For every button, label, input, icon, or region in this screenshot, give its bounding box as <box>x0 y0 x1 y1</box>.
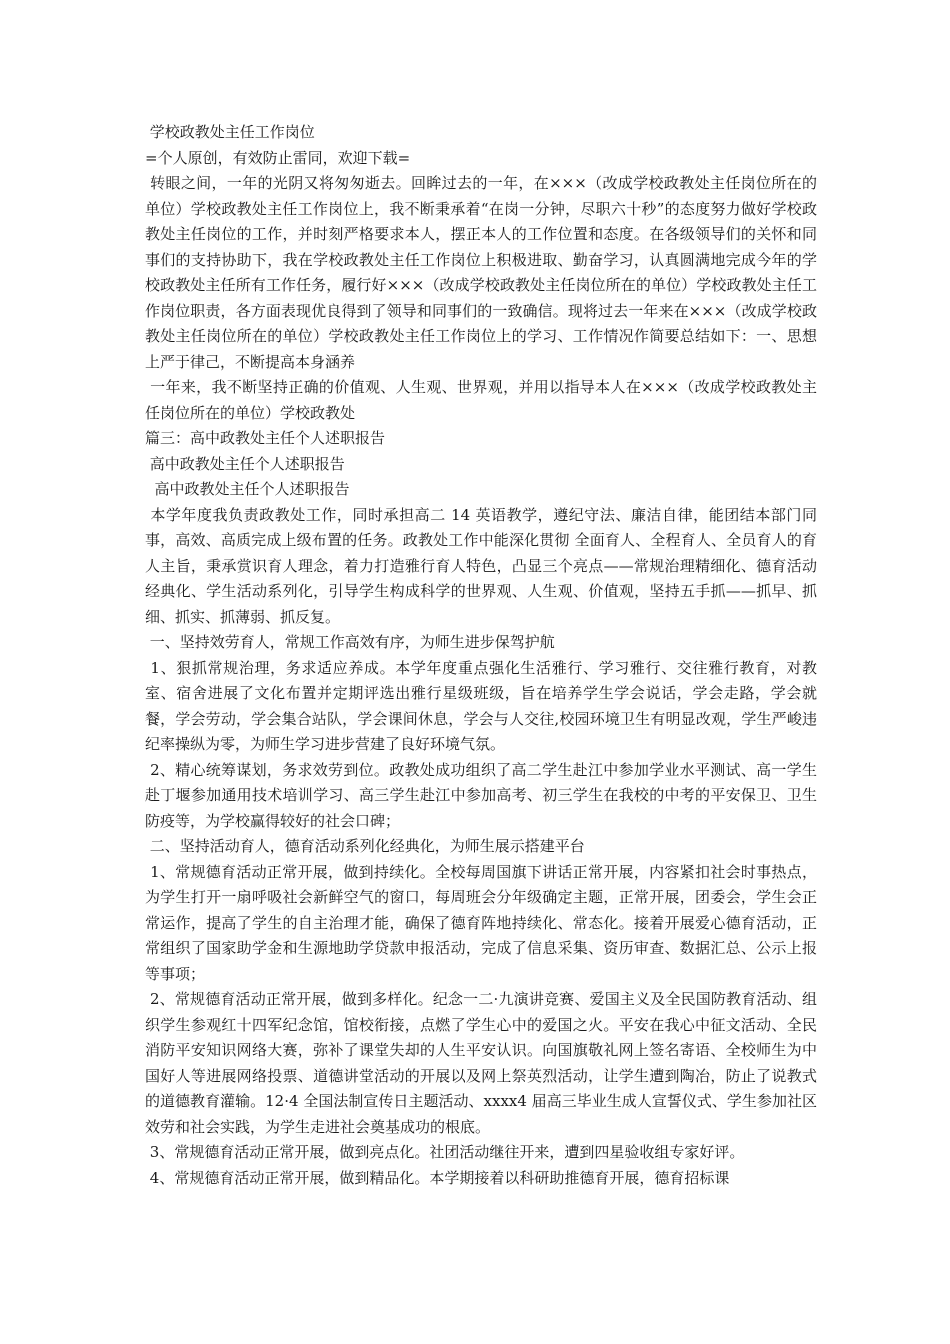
document-subtitle: =个人原创，有效防止雷同，欢迎下载= <box>145 148 411 167</box>
heading-activities: 二、坚持活动育人，德育活动系列化经典化，为师生展示搭建平台 <box>145 837 585 855</box>
paragraph-highlights: 3、常规德育活动正常开展，做到亮点化。社团活动继往开来，遭到四星验收组专家好评。 <box>145 1143 745 1161</box>
paragraph-routine-management: 1、狠抓常规治理，务求适应养成。本学年度重点强化生活雅行、学习雅行、交往雅行教育，对教室、宿舍进展了文化布置并定期评选出雅行星级班级，旨在培养学生学会说话，学会走路，学会就餐，学会劳动，学会集合站队，学会课间休息，学会与人交往,校园环境卫生有明显改观，学生严峻违纪率操纵为零，为师生学习进步营建了良好环境气氛。 <box>145 658 817 753</box>
paragraph-values: 一年来，我不断坚持正确的价值观、人生观、世界观，并用以指导本人在×××（改成学校政教处主任岗位所在的单位）学校政教处 <box>145 378 817 422</box>
paragraph-intro: 转眼之间，一年的光阴又将匆匆逝去。回眸过去的一年，在×××（改成学校政教处主任岗位所在的单位）学校政教处主任工作岗位上，我不断秉承着“在岗一分钟，尽职六十秒”的态度努力做好学校政教处主任岗位的工作，并时刻严格要求本人，摆正本人的工作位置和态度。在各级领导们的关怀和同事们的支持协助下，我在学校政教处主任工作岗位上积极进取、勤奋学习，认真圆满地完成今年的学校政教处主任所有工作任务，履行好×××（改成学校政教处主任岗位所在的单位）学校政教处主任工作岗位职责，各方面表现优良得到了领导和同事们的一致确信。现将过去一年来在×××（改成学校政教处主任岗位所在的单位）学校政教处主任工作岗位上的学习、工作情况作简要总结如下：一、思想上严于律己，不断提高本身涵养 <box>145 174 817 371</box>
paragraph-diversity: 2、常规德育活动正常开展，做到多样化。纪念一二·九演讲竞赛、爱国主义及全民国防教育活动、组织学生参观红十四军纪念馆，馆校衔接，点燃了学生心中的爱国之火。平安在我心中征文活动、全民消防平安知识网络大赛，弥补了课堂失却的人生平安认识。向国旗敬礼网上签名寄语、全校师生为中国好人等进展网络投票、道德讲堂活动的开展以及网上祭英烈活动，让学生遭到陶冶，防止了说教式的道德教育灌输。12·4 全国法制宣传日主题活动、xxxx4 届高三毕业生成人宣誓仪式、学生参加社区效劳和社会实践，为学生走进社会奠基成功的根底。 <box>145 990 817 1136</box>
paragraph-continuity: 1、常规德育活动正常开展，做到持续化。全校每周国旗下讲话正常开展，内容紧扣社会时事热点，为学生打开一扇呼吸社会新鲜空气的窗口，每周班会分年级确定主题，正常开展，团委会，学生会正常运作，提高了学生的自主治理才能，确保了德育阵地持续化、常态化。接着开展爱心德育活动，正常组织了国家助学金和生源地助学贷款申报活动，完成了信息采集、资历审查、数据汇总、公示上报等事项； <box>145 862 817 983</box>
document-page <box>145 120 817 1191</box>
paragraph-quality: 4、常规德育活动正常开展，做到精品化。本学期接着以科研助推德育开展，德育招标课 <box>145 1168 730 1187</box>
report-title: 高中政教处主任个人述职报告 <box>145 454 345 473</box>
heading-service: 一、坚持效劳育人，常规工作高效有序，为师生进步保驾护航 <box>145 633 555 651</box>
section-heading: 篇三：高中政教处主任个人述职报告 <box>145 429 386 447</box>
paragraph-planning: 2、精心统筹谋划，务求效劳到位。政教处成功组织了高二学生赴江中参加学业水平测试、高一学生赴丁堰参加通用技术培训学习、高三学生赴江中参加高考、初三学生在我校的中考的平安保卫、卫生防疫等，为学校赢得较好的社会口碑； <box>145 760 817 830</box>
report-title-repeat: 高中政教处主任个人述职报告 <box>145 480 350 498</box>
document-title: 学校政教处主任工作岗位 <box>145 123 315 141</box>
paragraph-overview: 本学年度我负责政教处工作，同时承担高二 14 英语教学，遵纪守法、廉洁自律，能团结本部门同事，高效、高质完成上级布置的任务。政教处工作中能深化贯彻 全面育人、全程育人、全员育人的育人主旨，秉承赏识育人理念，着力打造雅行育人特色，凸显三个亮点——常规治理精细化、德育活动经典化、学生活动系列化，引导学生构成科学的世界观、人生观、价值观，坚持五手抓——抓早、抓细、抓实、抓薄弱、抓反复。 <box>145 505 817 626</box>
